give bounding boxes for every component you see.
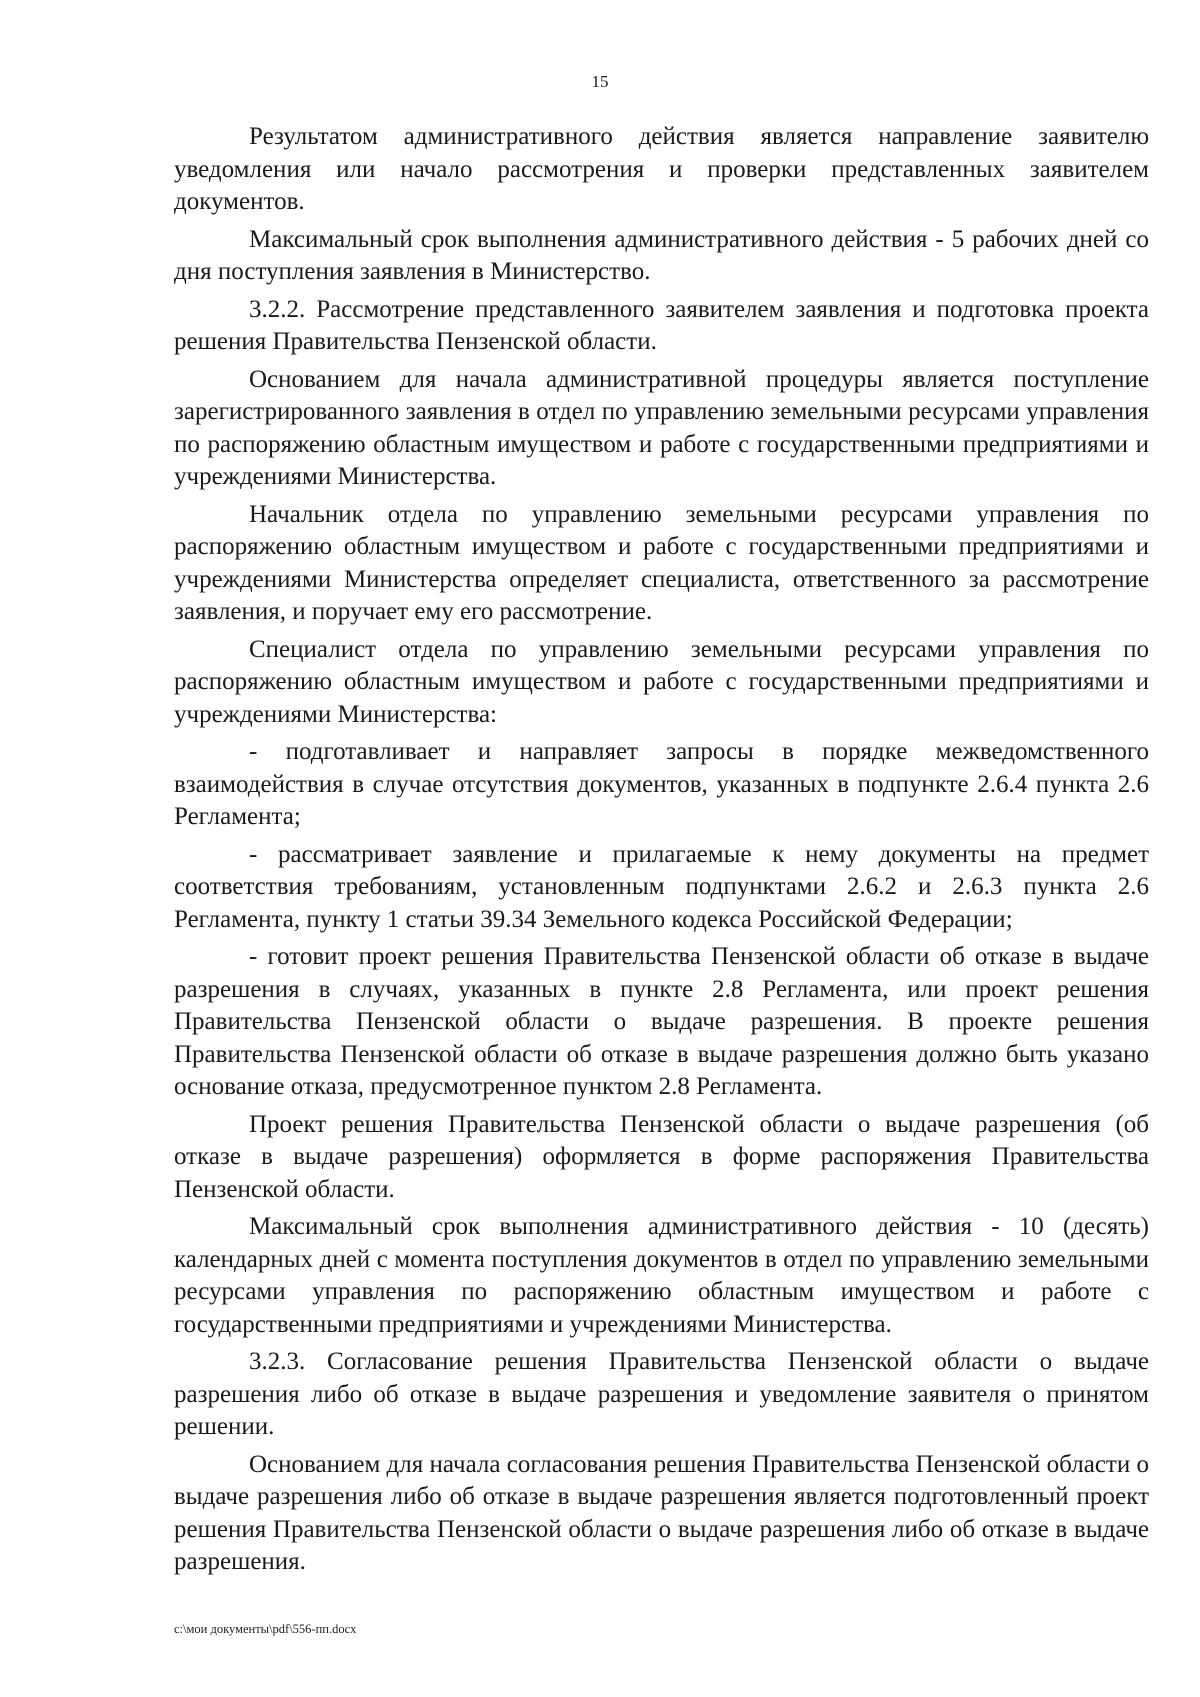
page-number: 15 [591,72,609,91]
paragraph-result-of-action: Результатом административного действия является направление заявителю уведомления или начало рассмотрения и проверки представленных заявителем документов. [174,123,1149,215]
paragraph-department-head: Начальник отдела по управлению земельными ресурсами управления по распоряжению областным имуществом и работе с государственными предприятиями и учреждениями Министерства определяет специалиста, ответственного за рассмотрение заявления, и поручает ему его рассмотрение. [174,500,1149,625]
footer-file-path: c:\мои документы\pdf\556-пп.docx [174,1622,357,1636]
list-item-requests: - подготавливает и направляет запросы в порядке межведомственного взаимодействия в случае отсутствия документов, указанных в подпункте 2.6.4 пункта 2.6 Регламента; [174,738,1149,830]
paragraph-basis-for-procedure: Основанием для начала административной процедуры является поступление зарегистрированного заявления в отдел по управлению земельными ресурсами управления по распоряжению областным имуществом и работе с государственными предприятиями и учреждениями Министерства. [174,365,1149,490]
paragraph-max-term-10-days: Максимальный срок выполнения административного действия - 10 (десять) календарных дней с момента поступления документов в отдел по управлению земельными ресурсами управления по распоряжению областным имуществом и работе с государственными предприятиями и учреждениями Министерства. [174,1213,1149,1338]
paragraph-draft-form: Проект решения Правительства Пензенской области о выдаче разрешения (об отказе в выдаче разрешения) оформляется в форме распоряжения Правительства Пензенской области. [174,1110,1149,1203]
section-3-2-3-heading: 3.2.3. Согласование решения Правительства Пензенской области о выдаче разрешения либо об отказе в выдаче разрешения и уведомление заявителя о принятом решении. [174,1348,1149,1440]
paragraph-specialist-duties: Специалист отдела по управлению земельными ресурсами управления по распоряжению областным имуществом и работе с государственными предприятиями и учреждениями Министерства: [174,635,1149,728]
paragraph-basis-for-approval: Основанием для начала согласования решения Правительства Пензенской области о выдаче разрешения либо об отказе в выдаче разрешения является подготовленный проект решения Правительства Пензенской области о выдаче разрешения либо об отказе в выдаче разрешения. [174,1450,1149,1575]
document-body [174,121,1149,1584]
list-item-prepare-draft: - готовит проект решения Правительства Пензенской области об отказе в выдаче разрешения в случаях, указанных в пункте 2.8 Регламента, или проект решения Правительства Пензенской области о выдаче разрешения. В проекте решения Правительства Пензенской области об отказе в выдаче разрешения должно быть указано основание отказа, предусмотренное пунктом 2.8 Регламента. [174,943,1149,1100]
section-3-2-2-heading: 3.2.2. Рассмотрение представленного заявителем заявления и подготовка проекта решения Правительства Пензенской области. [174,295,1149,355]
list-item-review: - рассматривает заявление и прилагаемые к нему документы на предмет соответствия требованиям, установленным подпунктами 2.6.2 и 2.6.3 пункта 2.6 Регламента, пункту 1 статьи 39.34 Земельного кодекса Российской Федерации; [174,840,1149,933]
paragraph-max-term-5-days: Максимальный срок выполнения административного действия - 5 рабочих дней со дня поступления заявления в Министерство. [174,225,1149,285]
